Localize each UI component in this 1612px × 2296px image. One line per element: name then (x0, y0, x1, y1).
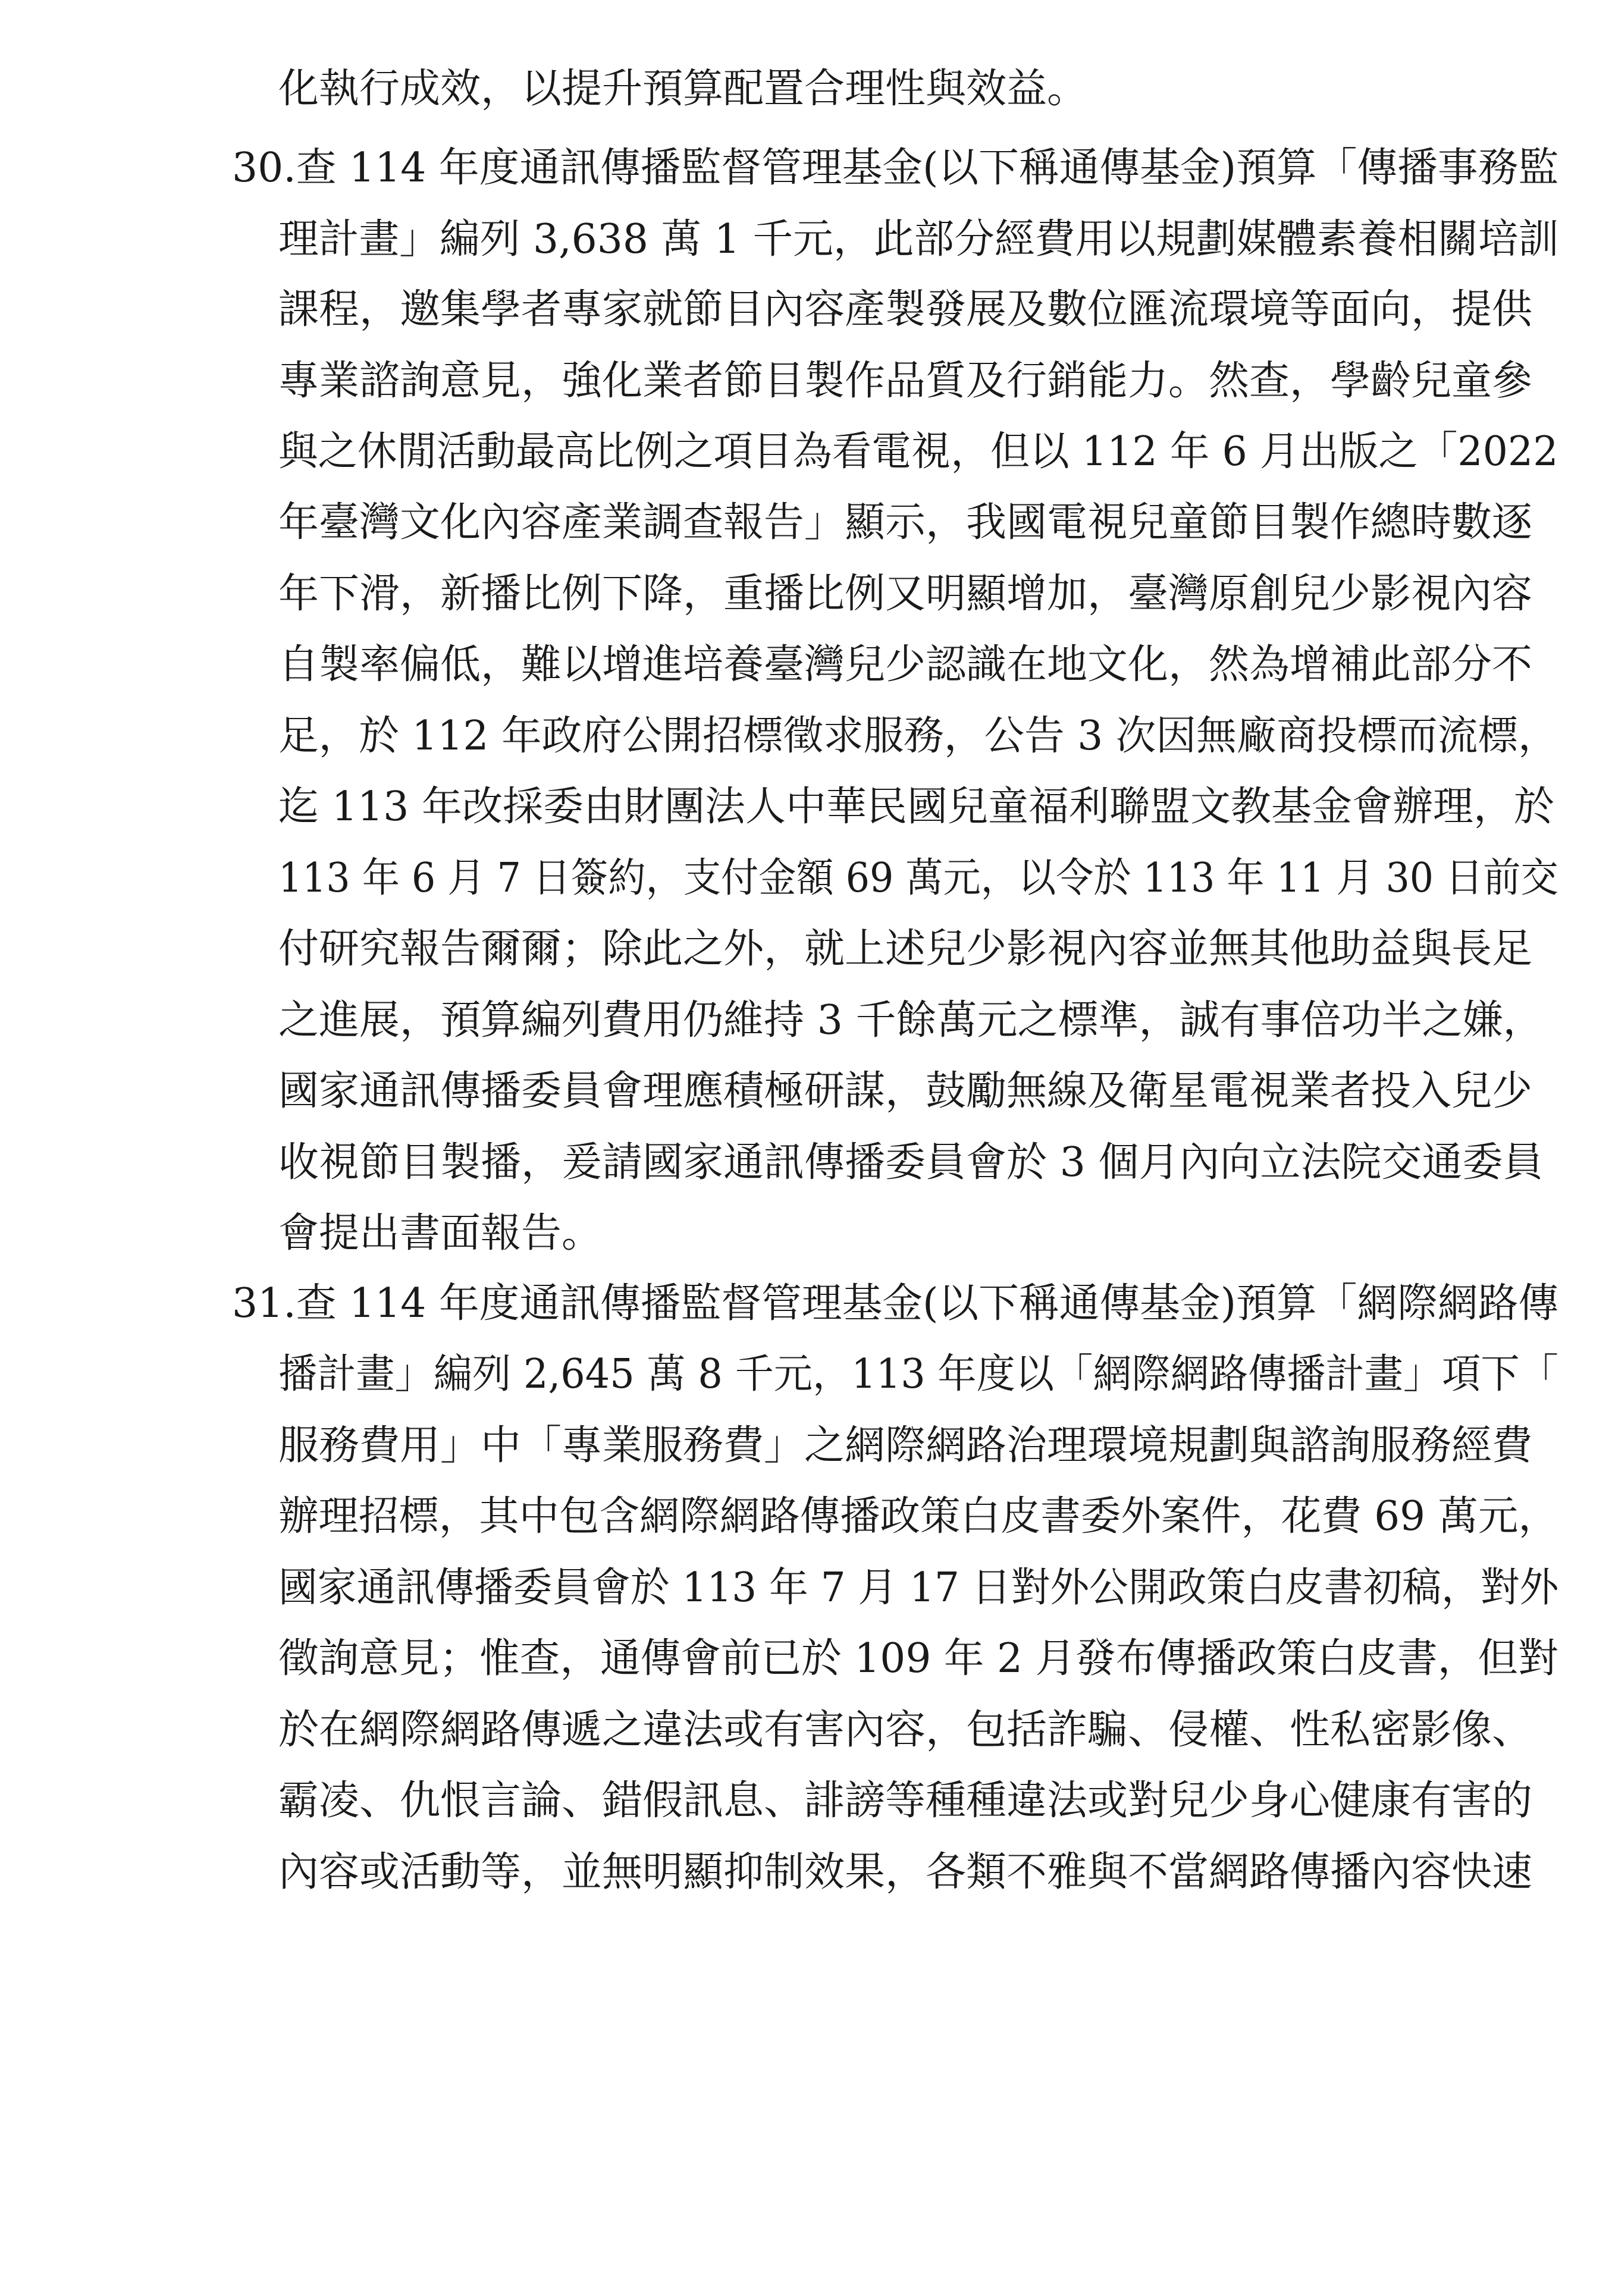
text-line: 付研究報告爾爾；除此之外，就上述兒少影視內容並無其他助益與長足 (278, 926, 1533, 973)
text-line: 與之休閒活動最高比例之項目為看電視，但以 112 年 6 月出版之「2022 (278, 428, 1558, 475)
text-line: 年下滑，新播比例下降，重播比例又明顯增加，臺灣原創兒少影視內容 (278, 570, 1533, 617)
item-30-first-line: 30.查 114 年度通訊傳播監督管理基金(以下稱通傳基金)預算「傳播事務監 (232, 145, 1559, 192)
item-31-first-line: 31.查 114 年度通訊傳播監督管理基金(以下稱通傳基金)預算「網際網路傳 (232, 1280, 1559, 1327)
text-line: 之進展，預算編列費用仍維持 3 千餘萬元之標準，誠有事倍功半之嫌， (278, 997, 1544, 1044)
text-line: 年臺灣文化內容產業調查報告」顯示，我國電視兒童節目製作總時數逐 (278, 499, 1533, 546)
text-line: 課程，邀集學者專家就節目內容產製發展及數位匯流環境等面向，提供 (278, 286, 1533, 333)
text-line: 會提出書面報告。 (278, 1210, 603, 1257)
text-line: 化執行成效，以提升預算配置合理性與效益。 (278, 65, 1088, 112)
text-line: 國家通訊傳播委員會於 113 年 7 月 17 日對外公開政策白皮書初稿，對外 (278, 1564, 1559, 1611)
text-line: 徵詢意見；惟查，通傳會前已於 109 年 2 月發布傳播政策白皮書，但對 (278, 1635, 1558, 1682)
text-line: 霸凌、仇恨言論、錯假訊息、誹謗等種種違法或對兒少身心健康有害的 (278, 1777, 1533, 1824)
text-line: 服務費用」中「專業服務費」之網際網路治理環境規劃與諮詢服務經費 (278, 1422, 1533, 1469)
text-line: 國家通訊傳播委員會理應積極研謀，鼓勵無線及衛星電視業者投入兒少 (278, 1068, 1533, 1115)
text-line: 於在網際網路傳遞之違法或有害內容，包括詐騙、侵權、性私密影像、 (278, 1707, 1533, 1754)
text-line: 迄 113 年改採委由財團法人中華民國兒童福利聯盟文教基金會辦理，於 (278, 783, 1555, 830)
text-line: 自製率偏低，難以增進培養臺灣兒少認識在地文化，然為增補此部分不 (278, 641, 1533, 688)
text-line: 專業諮詢意見，強化業者節目製作品質及行銷能力。然查，學齡兒童參 (278, 357, 1533, 404)
text-line: 足，於 112 年政府公開招標徵求服務，公告 3 次因無廠商投標而流標， (278, 713, 1558, 760)
text-line: 113 年 6 月 7 日簽約，支付金額 69 萬元，以令於 113 年 11 月 30 日前交 (278, 855, 1558, 902)
text-line: 內容或活動等，並無明顯抑制效果，各類不雅與不當網路傳播內容快速 (278, 1849, 1533, 1896)
text-line: 理計畫」編列 3,638 萬 1 千元，此部分經費用以規劃媒體素養相關培訓 (278, 216, 1559, 263)
text-line: 收視節目製播，爰請國家通訊傳播委員會於 3 個月內向立法院交通委員 (278, 1139, 1544, 1186)
text-line: 播計畫」編列 2,645 萬 8 千元，113 年度以「網際網路傳播計畫」項下「 (278, 1351, 1558, 1398)
text-line: 辦理招標，其中包含網際網路傳播政策白皮書委外案件，花費 69 萬元， (278, 1493, 1558, 1540)
